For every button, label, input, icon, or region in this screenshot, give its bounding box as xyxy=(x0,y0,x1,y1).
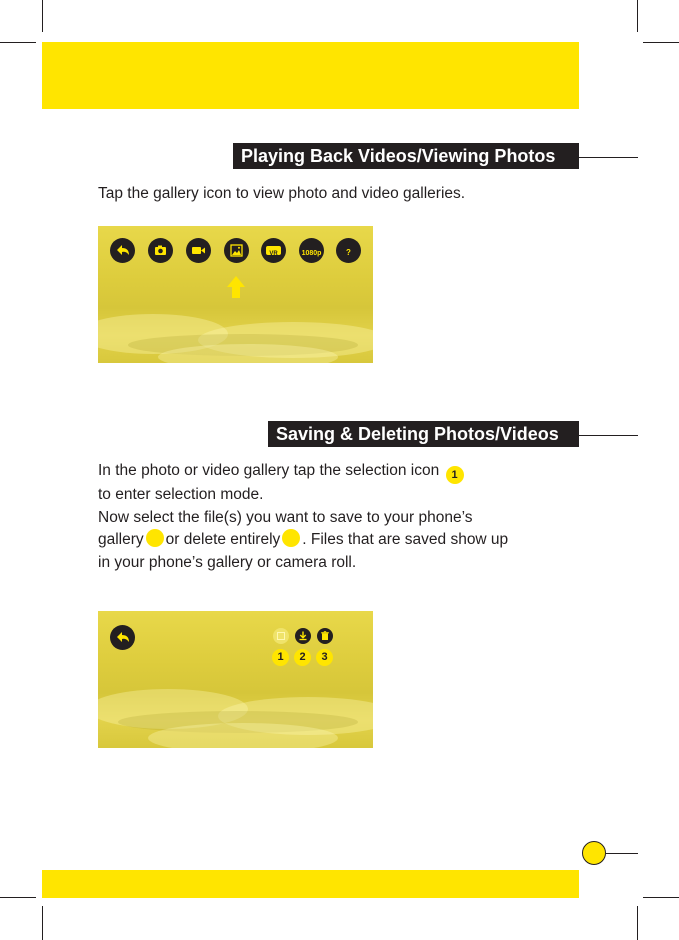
text-line: in your phone’s gallery or camera roll. xyxy=(98,553,357,571)
section-title-saving: Saving & Deleting Photos/Videos xyxy=(268,421,579,447)
crop-mark xyxy=(42,906,43,940)
crop-mark xyxy=(0,897,36,898)
text-line: Now select the file(s) you want to save to your phone’s xyxy=(98,508,473,526)
text-segment: In the photo or video gallery tap the selection icon xyxy=(98,462,440,479)
step-number: 3 xyxy=(316,649,333,666)
selection-badge: 1 xyxy=(446,466,464,484)
footer-band xyxy=(42,870,579,898)
app-screenshot-gallery xyxy=(98,611,373,748)
crop-mark xyxy=(637,0,638,32)
delete-badge xyxy=(282,529,300,547)
trash-icon[interactable] xyxy=(317,628,333,644)
resolution-icon[interactable] xyxy=(299,238,324,263)
app-screenshot-camera xyxy=(98,226,373,363)
header-band xyxy=(42,42,579,109)
download-icon[interactable] xyxy=(295,628,311,644)
up-arrow-icon xyxy=(226,276,246,298)
vr-label: VR xyxy=(269,251,278,257)
playback-instructions: Tap the gallery icon to view photo and video galleries. xyxy=(98,185,466,202)
text-line xyxy=(98,529,568,552)
cloud xyxy=(158,344,338,363)
cloud xyxy=(148,723,338,748)
crop-mark xyxy=(643,42,679,43)
text-line xyxy=(98,460,568,484)
help-label: ? xyxy=(346,248,351,257)
page-marker-rule xyxy=(606,853,638,854)
text-line: to enter selection mode. xyxy=(98,486,264,503)
camera-icon[interactable] xyxy=(148,238,173,263)
crop-mark xyxy=(643,897,679,898)
vr-icon[interactable] xyxy=(261,238,286,263)
back-icon[interactable] xyxy=(110,625,135,650)
video-camera-icon[interactable] xyxy=(186,238,211,263)
section-title-playback: Playing Back Videos/Viewing Photos xyxy=(233,143,579,169)
select-icon[interactable] xyxy=(273,628,289,644)
title-rule xyxy=(579,157,638,158)
save-badge xyxy=(146,529,164,547)
text-segment: . Files that are saved show up xyxy=(302,531,509,548)
gallery-icon[interactable] xyxy=(224,238,249,263)
step-number: 2 xyxy=(294,649,311,666)
text-segment: or delete entirely xyxy=(165,531,281,548)
resolution-label: 1080p xyxy=(301,250,322,257)
step-number: 1 xyxy=(272,649,289,666)
saving-instructions xyxy=(98,460,568,574)
page-marker xyxy=(582,841,606,865)
crop-mark xyxy=(0,42,36,43)
help-icon[interactable] xyxy=(336,238,361,263)
crop-mark xyxy=(42,0,43,32)
title-rule xyxy=(579,435,638,436)
back-icon[interactable] xyxy=(110,238,135,263)
crop-mark xyxy=(637,906,638,940)
text-segment: gallery xyxy=(98,531,144,548)
